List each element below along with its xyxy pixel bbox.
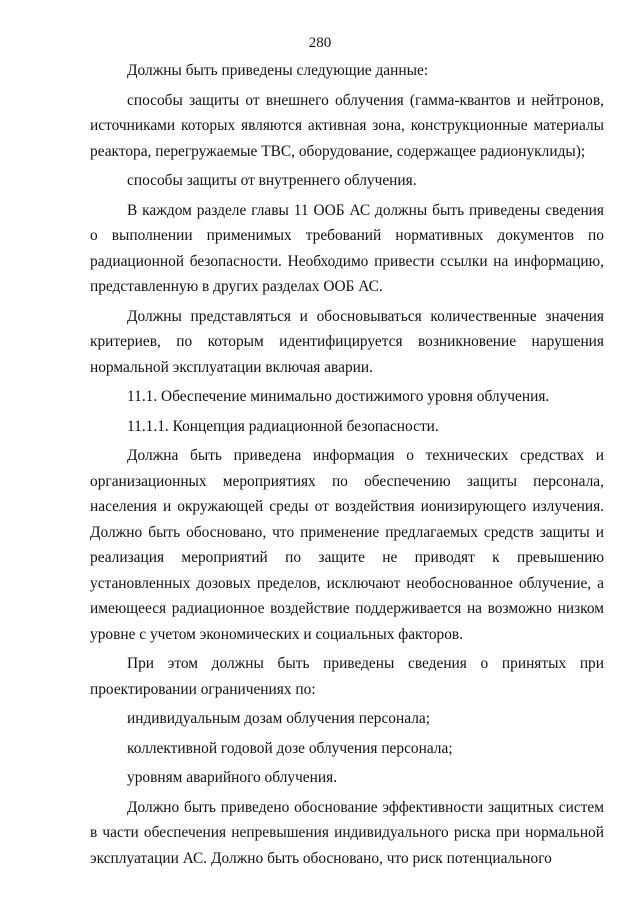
- section-heading-11-1: 11.1. Обеспечение минимально достижимого уровня облучения.: [127, 388, 550, 405]
- paragraph-protection-info: Должна быть приведена информация о технических средствах и организационных мероприятиях по обеспечению защиты персонала, населения и окружающей среды от воздействия ионизирующего излучения. Должно быть обосновано, что применение предлагаемых средств защиты и реализация мероприятий по защите не приводят к превышению установленных дозовых пределов, исключают необоснованное облучение, а имеющееся радиационное воздействие поддерживается на возможно низком уровне с учетом экономических и социальных факторов.: [90, 447, 604, 643]
- paragraph-design-limits: При этом должны быть приведены сведения о принятых при проектировании ограничениях по:: [90, 655, 604, 698]
- page-number: 280: [308, 35, 332, 51]
- list-item-emergency-exposure: уровням аварийного облучения.: [127, 769, 338, 786]
- page-body: [90, 58, 604, 875]
- list-item-individual-doses: индивидуальным дозам облучения персонала;: [127, 710, 430, 727]
- paragraph-risk-justification: Должно быть приведено обоснование эффективности защитных систем в части обеспечения непревышения индивидуального риска при нормальной эксплуатации АС. Должно быть обосновано, что риск потенциального: [90, 798, 604, 867]
- list-item-external-exposure: способы защиты от внешнего облучения (гамма-квантов и нейтронов, источниками которых являются активная зона, конструкционные материалы реактора, перегружаемые ТВС, оборудование, содержащее радионуклиды);: [90, 91, 604, 160]
- list-item-collective-dose: коллективной годовой дозе облучения персонала;: [127, 739, 453, 757]
- intro-paragraph: Должны быть приведены следующие данные:: [127, 62, 429, 79]
- section-heading-11-1-1: 11.1.1. Концепция радиационной безопасности.: [127, 417, 439, 435]
- paragraph-section-requirements: В каждом разделе главы 11 ООБ АС должны быть приведены сведения о выполнении применимых требований нормативных документов по радиационной безопасности. Необходимо привести ссылки на информацию, представленную в других разделах ООБ АС.: [90, 201, 604, 295]
- list-item-internal-exposure: способы защиты от внутреннего облучения.: [127, 172, 417, 189]
- paragraph-criteria: Должны представляться и обосновываться количественные значения критериев, по которым идентифицируется возникновение нарушения нормальной эксплуатации включая аварии.: [90, 307, 604, 376]
